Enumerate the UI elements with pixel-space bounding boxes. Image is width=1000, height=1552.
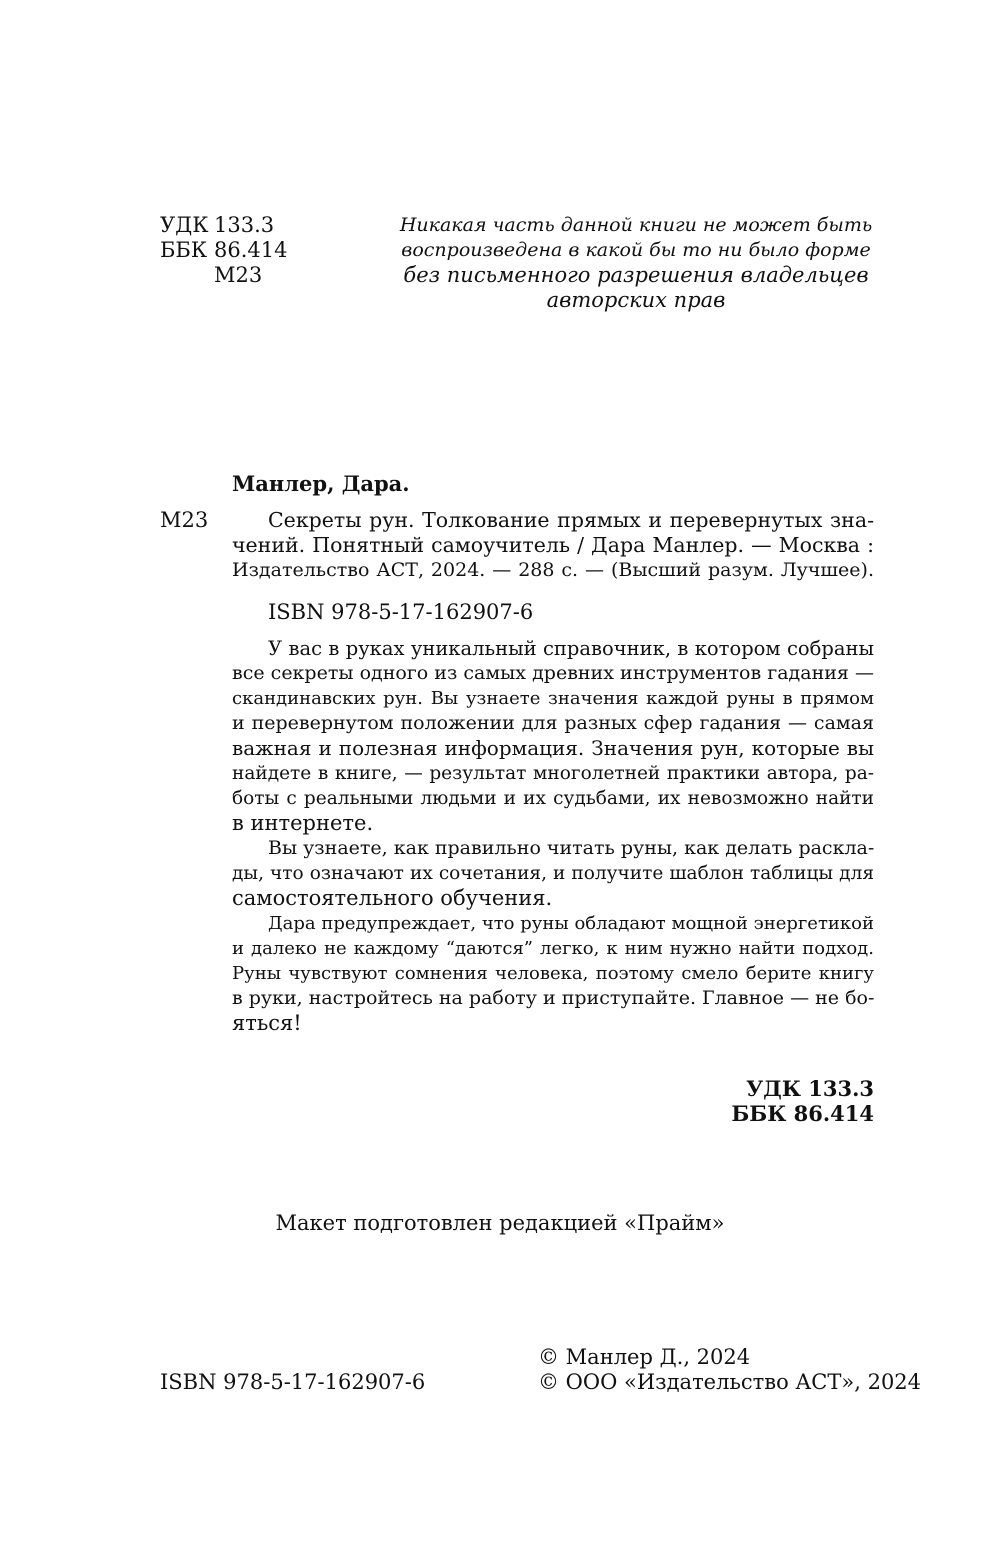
notice-line: авторских прав — [546, 288, 726, 312]
notice-line: воспроизведена в какой бы то ни было форме — [401, 239, 871, 261]
annotation-line: самостоятельного обучения. — [232, 886, 553, 910]
copyright-notice — [398, 213, 874, 313]
bbk-bottom: ББК 86.414 — [731, 1101, 874, 1126]
biblio-line: чений. Понятный самоучитель / Дара Манлер. — Москва : — [232, 533, 874, 557]
isbn-main: ISBN 978-5-17-162907-6 — [268, 600, 534, 624]
annotation-line: все секреты одного из самых древних инструментов гадания — — [232, 662, 874, 684]
annotation-line: Руны чувствуют сомнения человека, поэтому смело берите книгу — [232, 963, 874, 984]
annotation — [232, 636, 874, 1036]
classification-codes-top — [160, 213, 287, 288]
bbk-label: ББК — [160, 238, 208, 262]
annotation-line: скандинавских рун. Вы узнаете значения каждой руны в прямом — [232, 688, 874, 709]
udk-bottom: УДК 133.3 — [746, 1076, 874, 1101]
classification-codes-bottom — [731, 1076, 874, 1126]
author-sign: М23 — [160, 508, 209, 532]
copyright-author: © Манлер Д., 2024 — [538, 1345, 751, 1369]
annotation-line: боты с реальными людьми и их судьбами, их невозможно найти — [232, 788, 874, 809]
annotation-line: Вы узнаете, как правильно читать руны, как делать раскла- — [268, 837, 875, 859]
isbn-bottom: ISBN 978-5-17-162907-6 — [160, 1370, 426, 1394]
annotation-line: найдете в книге, — результат многолетней практики автора, ра- — [232, 763, 874, 784]
author-sign-top: М23 — [214, 263, 263, 287]
annotation-line: важная и полезная информация. Значения рун, которые вы — [232, 736, 874, 760]
copyright-publisher: © ООО «Издательство АСТ», 2024 — [538, 1370, 922, 1394]
annotation-line: ды, что означают их сочетания, и получите шаблон таблицы для — [232, 863, 874, 884]
author-heading: Манлер, Дара. — [232, 471, 410, 496]
bibliographic-description — [232, 508, 874, 583]
prepared-by: Макет подготовлен редакцией «Прайм» — [275, 1211, 725, 1235]
bbk-value: 86.414 — [214, 238, 288, 262]
udk-value: 133.3 — [214, 213, 275, 237]
biblio-line: Секреты рун. Толкование прямых и перевернутых зна- — [268, 508, 874, 532]
annotation-line: в руки, настройтесь на работу и приступайте. Главное — не бо- — [232, 987, 875, 1009]
annotation-line: У вас в руках уникальный справочник, в котором собраны — [268, 637, 874, 660]
annotation-line: и далеко не каждому “даются” легко, к ним нужно найти подход. — [232, 938, 874, 959]
annotation-line: в интернете. — [232, 811, 374, 835]
biblio-line: Издательство АСТ, 2024. — 288 с. — (Высший разум. Лучшее). — [232, 559, 874, 581]
annotation-line: и перевернутом положении для разных сфер гадания — самая — [232, 712, 874, 734]
annotation-line: яться! — [232, 1011, 302, 1035]
notice-line: без письменного разрешения владельцев — [403, 263, 869, 287]
copyright-block — [538, 1345, 921, 1395]
udk-label: УДК — [160, 213, 209, 237]
notice-line: Никакая часть данной книги не может быть — [399, 214, 873, 236]
annotation-line: Дара предупреждает, что руны обладают мощной энергетикой — [268, 913, 874, 934]
